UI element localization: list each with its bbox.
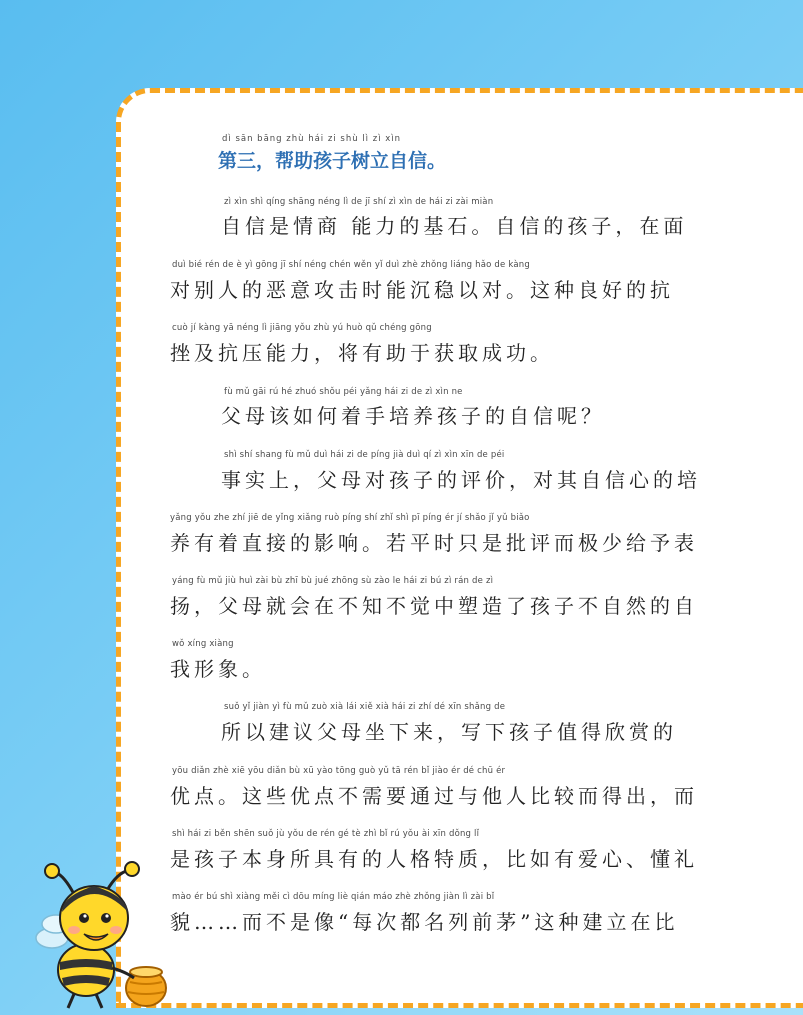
line-text: 是孩子本身所具有的人格特质，比如有爱心、懂礼 — [170, 847, 698, 871]
line-pinyin: fù mǔ gāi rú hé zhuó shǒu péi yǎng hái zi de zì xìn ne — [224, 387, 463, 397]
line-text: 自信是情商 能力的基石。自信的孩子，在面 — [221, 214, 688, 238]
line-pinyin: mào ér bú shì xiàng měi cì dōu míng liè qián máo zhè zhǒng jiàn lì zài bǐ — [172, 892, 495, 902]
line-pinyin: shì shí shang fù mǔ duì hái zi de píng jià duì qí zì xìn xīn de péi — [224, 450, 505, 460]
line-text: 挫及抗压能力，将有助于获取成功。 — [170, 341, 554, 365]
line-text: 所以建议父母坐下来，写下孩子值得欣赏的 — [221, 720, 677, 744]
heading-text: 第三，帮助孩子树立自信。 — [218, 150, 447, 172]
line-pinyin: yáng fù mǔ jiù huì zài bù zhī bù jué zhōng sù zào le hái zi bú zì rán de zì — [172, 576, 494, 586]
line-pinyin: cuò jí kàng yā néng lì jiāng yǒu zhù yú huò qǔ chéng gōng — [172, 323, 432, 333]
line-text: 事实上，父母对孩子的评价，对其自信心的培 — [221, 468, 701, 492]
line-text: 我形象。 — [170, 657, 266, 681]
line-text: 扬，父母就会在不知不觉中塑造了孩子不自然的自 — [170, 594, 698, 618]
line-pinyin: shì hái zi běn shēn suǒ jù yǒu de rén gé tè zhì bǐ rú yǒu ài xīn dǒng lǐ — [172, 829, 480, 839]
line-pinyin: wǒ xíng xiàng — [172, 639, 234, 649]
section-heading — [218, 134, 446, 173]
line-text: 父母该如何着手培养孩子的自信呢？ — [221, 404, 605, 428]
line-pinyin: yōu diǎn zhè xiē yōu diǎn bù xū yào tōng guò yǔ tā rén bǐ jiào ér dé chū ér — [172, 766, 506, 776]
line-text: 优点。这些优点不需要通过与他人比较而得出，而 — [170, 784, 698, 808]
line-text: 对别人的恶意攻击时能沉稳以对。这种良好的抗 — [170, 278, 674, 302]
line-text: 貌……而不是像“每次都名列前茅”这种建立在比 — [170, 910, 679, 934]
line-pinyin: duì bié rén de è yì gōng jī shí néng chén wěn yǐ duì zhè zhǒng liáng hǎo de kàng — [172, 260, 530, 270]
line-pinyin: suǒ yǐ jiàn yì fù mǔ zuò xià lái xiě xià hái zi zhí dé xīn shǎng de — [224, 702, 506, 712]
line-text: 养有着直接的影响。若平时只是批评而极少给予表 — [170, 531, 698, 555]
heading-pinyin: dì sān bāng zhù hái zi shù lì zì xìn — [222, 134, 402, 144]
bee-mascot-illustration — [34, 860, 174, 1010]
line-pinyin: yǎng yǒu zhe zhí jiē de yǐng xiǎng ruò píng shí zhǐ shì pī píng ér jí shǎo jǐ yǔ biǎo — [170, 513, 530, 523]
line-pinyin: zì xìn shì qíng shāng néng lì de jī shí zì xìn de hái zi zài miàn — [224, 197, 494, 207]
